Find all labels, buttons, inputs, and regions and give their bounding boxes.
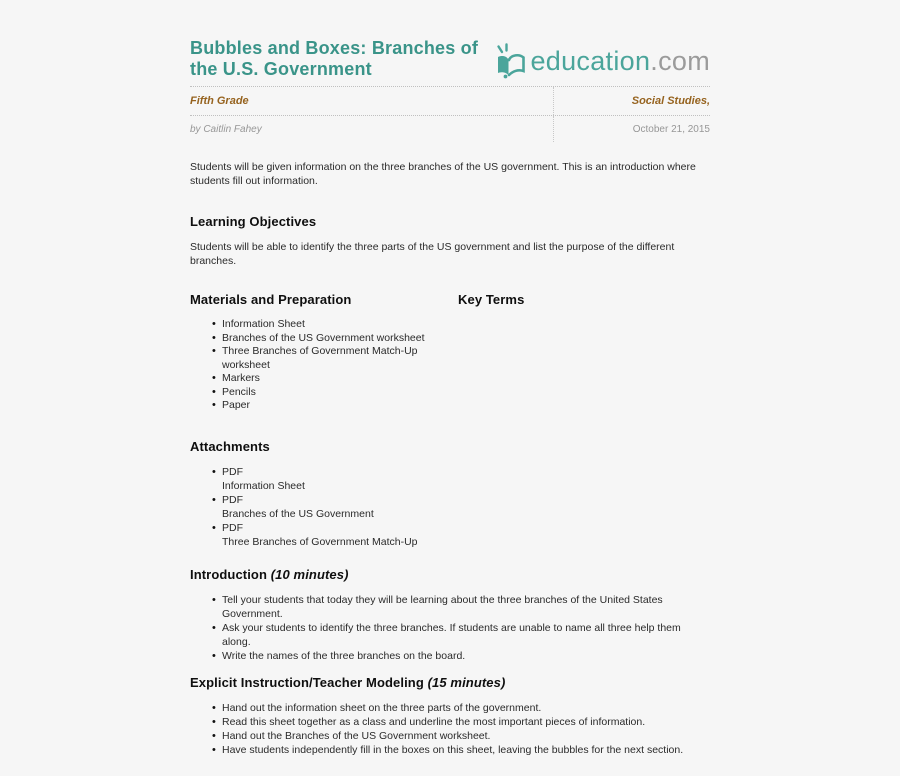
page-title: Bubbles and Boxes: Branches of the U.S. Government (190, 38, 479, 79)
key-terms-heading: Key Terms (458, 292, 525, 307)
learning-objectives-heading: Learning Objectives (190, 214, 317, 229)
list-item: • Paper (222, 399, 458, 413)
introduction-steps-list (190, 593, 710, 663)
attachments-list (190, 465, 710, 549)
document-meta (190, 86, 710, 142)
logo-wordmark (530, 46, 710, 76)
list-item: • Pencils (222, 386, 458, 400)
document-header (190, 38, 710, 80)
materials-keyterms-row (190, 292, 710, 413)
attachment-item[interactable] (222, 493, 710, 521)
key-terms-column (458, 292, 710, 413)
explicit-instruction-duration: (15 minutes) (427, 674, 506, 690)
byline-cell (190, 116, 553, 142)
attachment-name: Branches of the US Government (222, 507, 374, 520)
attachment-name: Three Branches of Government Match-Up (222, 535, 418, 548)
materials-list (190, 318, 458, 413)
author-byline: by Caitlin Fahey (190, 123, 262, 135)
step-item: • Write the names of the three branches on the board. (222, 649, 710, 663)
subject-label: Social Studies, (631, 95, 710, 107)
list-item: • Markers (222, 372, 458, 386)
step-item: • Have students independently fill in the boxes on this sheet, leaving the bubbles for the next section. (222, 743, 710, 757)
step-item: • Tell your students that today they will be learning about the three branches of the United States Government. (222, 593, 710, 621)
logo-brand-text: education (530, 46, 651, 76)
open-book-with-sparkle-icon (493, 43, 527, 79)
attachment-item[interactable] (222, 521, 710, 549)
step-item: • Hand out the information sheet on the three parts of the government. (222, 701, 710, 715)
explicit-instruction-heading-text: Explicit Instruction/Teacher Modeling (190, 674, 424, 690)
explicit-instruction-heading (190, 675, 710, 691)
grade-subject-row (190, 87, 710, 116)
education-com-logo[interactable] (493, 43, 710, 79)
date-cell (553, 116, 710, 142)
step-item: • Ask your students to identify the three branches. If students are unable to name all three help them along. (222, 621, 710, 649)
materials-column (190, 292, 458, 413)
overview-paragraph: Students will be given information on the three branches of the US government. This is an introduction where students fill out information. (190, 161, 696, 187)
list-item: • Three Branches of Government Match-Up worksheet (222, 345, 458, 372)
grade-cell (190, 87, 553, 115)
step-item: • Hand out the Branches of the US Government worksheet. (222, 729, 710, 743)
logo-suffix-text: .com (650, 46, 710, 76)
subject-cell (553, 87, 710, 115)
step-item: • Read this sheet together as a class and underline the most important pieces of information. (222, 715, 710, 729)
learning-objectives-body: Students will be able to identify the three parts of the US government and list the purpose of the different branches. (190, 241, 675, 267)
byline-date-row (190, 116, 710, 142)
attachment-name: Information Sheet (222, 479, 305, 492)
introduction-heading-text: Introduction (190, 566, 268, 582)
introduction-heading (190, 567, 710, 583)
attachment-type: PDF (222, 493, 243, 506)
list-item: • Information Sheet (222, 318, 458, 332)
attachments-heading: Attachments (190, 438, 270, 454)
list-item: • Branches of the US Government worksheet (222, 332, 458, 346)
introduction-duration: (10 minutes) (270, 566, 349, 582)
document-content (190, 0, 710, 757)
publish-date: October 21, 2015 (632, 123, 710, 135)
attachment-type: PDF (222, 465, 243, 478)
attachment-item[interactable] (222, 465, 710, 493)
materials-heading: Materials and Preparation (190, 292, 352, 307)
grade-label: Fifth Grade (190, 95, 249, 107)
explicit-instruction-steps-list (190, 701, 710, 757)
attachment-type: PDF (222, 521, 243, 534)
